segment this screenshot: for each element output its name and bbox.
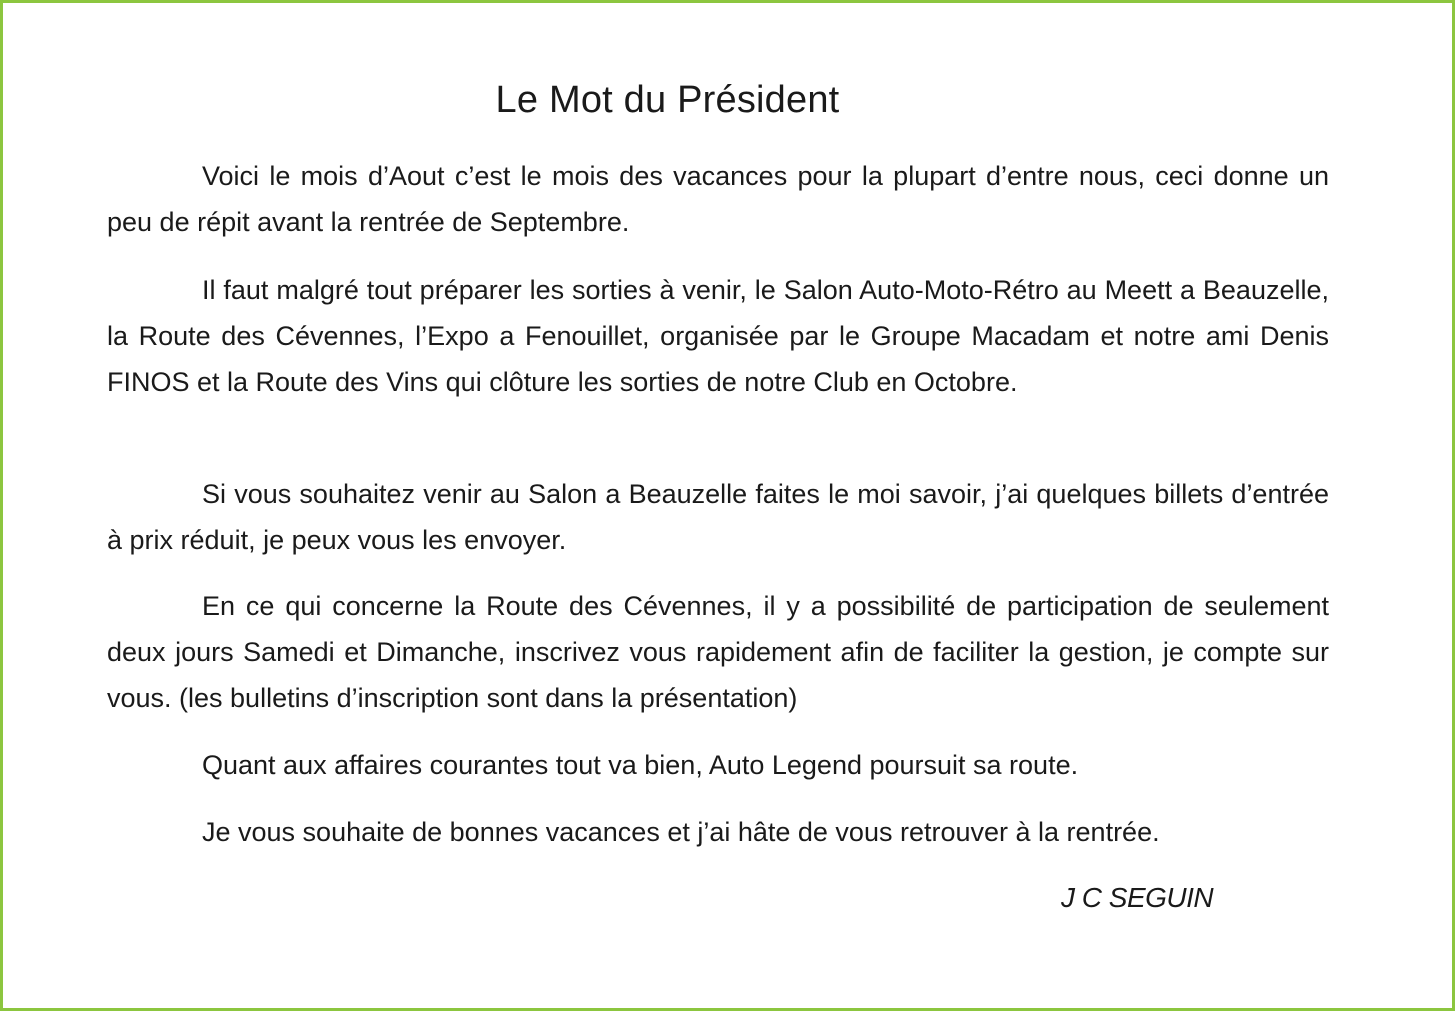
paragraph-sorties: Il faut malgré tout préparer les sorties à venir, le Salon Auto-Moto-Rétro au Meett a Beauzelle, la Route des Cévennes, l’Expo a Fenouillet, organisée par le Groupe Macadam et notre ami Denis FINOS et la Route des Vins qui clôture les sorties de notre Club en Octobre. [107, 275, 1329, 397]
paragraph-bonnes-vacances: Je vous souhaite de bonnes vacances et j’ai hâte de vous retrouver à la rentrée. [202, 817, 1160, 847]
paragraph-route-cevennes: En ce qui concerne la Route des Cévennes, il y a possibilité de participation de seulement deux jours Samedi et Dimanche, inscrivez vous rapidement afin de faciliter la gestion, je compte sur vous. (les bulletins d’inscription sont dans la présentation) [107, 591, 1329, 713]
paragraph-salon-billets: Si vous souhaitez venir au Salon a Beauzelle faites le moi savoir, j’ai quelques billets d’entrée à prix réduit, je peux vous les envoyer. [107, 479, 1329, 555]
paragraph-vacances: Voici le mois d’Aout c’est le mois des vacances pour la plupart d’entre nous, ceci donne un peu de répit avant la rentrée de Septembre. [107, 161, 1329, 237]
paragraph-affaires-courantes: Quant aux affaires courantes tout va bien, Auto Legend poursuit sa route. [202, 750, 1079, 780]
signature: J C SEGUIN [1061, 882, 1214, 913]
page-title [3, 75, 1452, 125]
title-text: Le Mot du Président [495, 79, 840, 121]
